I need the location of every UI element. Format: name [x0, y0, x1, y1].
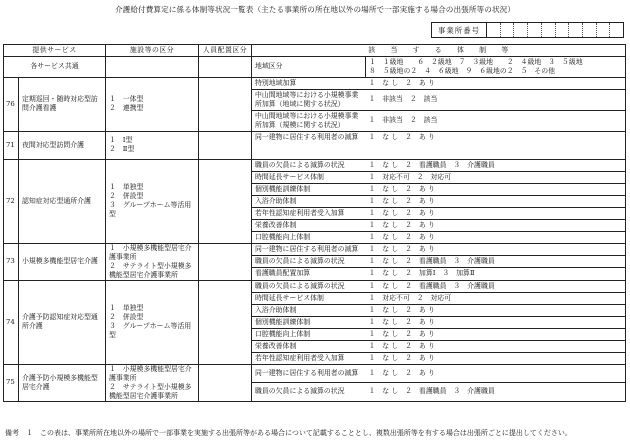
option-cell[interactable] — [366, 57, 626, 78]
option-cell[interactable]: １ な し ２ あ り — [366, 131, 626, 159]
option-cell[interactable]: １ な し ２ あ り — [366, 340, 626, 352]
option-cell[interactable]: １ な し ２ 看護職員 ３ 介護職員 — [366, 159, 626, 171]
service-name: 夜間対応型訪問介護 — [19, 131, 106, 159]
staff-cell — [199, 280, 252, 364]
option-cell[interactable]: １ な し ２ あ り — [366, 231, 626, 243]
item-label: 口腔機能向上体制 — [252, 231, 366, 243]
item-label: 栄養改善体制 — [252, 340, 366, 352]
item-label: 個別機能訓練体制 — [252, 316, 366, 328]
service-name: 認知症対応型通所介護 — [19, 159, 106, 243]
option-cell[interactable]: １ な し ２ あ り — [366, 207, 626, 219]
item-label: 職員の欠員による減算の状況 — [252, 383, 366, 401]
staff-cell — [199, 159, 252, 243]
office-number-digit[interactable] — [501, 23, 515, 37]
staff-cell — [199, 57, 252, 78]
header-row — [4, 45, 626, 57]
item-label: 職員の欠員による減算の状況 — [252, 256, 366, 268]
facility-list — [106, 159, 199, 243]
option-line: １ １級地 ６ ２級地 ７ ３級地 ２ ４級地 ３ ５級地 — [369, 58, 583, 66]
option-cell[interactable]: １ な し ２ 看護職員 ３ 介護職員 — [366, 256, 626, 268]
option-cell[interactable]: １ な し ２ あ り — [366, 219, 626, 231]
office-number-digit[interactable] — [514, 23, 528, 37]
page-title: 介護給付費算定に係る体制等状況一覧表（主たる事業所の所在地以外の場所で一部実施する場合の出張所等の状況） — [114, 5, 516, 14]
office-number-digit[interactable] — [542, 23, 556, 37]
office-number-label: 事業所番号 — [432, 23, 487, 37]
facility-option: ２ サテライト型小規模多機能型居宅介護事業所 — [109, 382, 192, 400]
option-cell[interactable]: １ な し ２ 看護職員 ３ 介護職員 — [366, 280, 626, 292]
office-number-digit[interactable] — [487, 23, 501, 37]
option-cell[interactable]: １ な し ２ 加算Ⅰ ３ 加算Ⅱ — [366, 268, 626, 280]
option-cell[interactable]: １ な し ２ あ り — [366, 243, 626, 255]
header-staff: 人員配置区分 — [199, 45, 252, 57]
item-label: 職員の欠員による減算の状況 — [252, 159, 366, 171]
option-cell[interactable]: １ な し ２ あ り — [366, 352, 626, 364]
facility-option: ２ 連携型 — [109, 104, 144, 113]
item-label: 同一建物に居住する利用者の減算 — [252, 131, 366, 159]
item-label: 中山間地域等における小規模事業所加算（規模に関する状況） — [252, 110, 366, 131]
office-number-box — [431, 22, 624, 38]
option-cell[interactable]: １ な し ２ あ り — [366, 364, 626, 382]
service-code: 75 — [4, 364, 19, 401]
item-label: 入浴介助体制 — [252, 304, 366, 316]
facility-list — [106, 280, 199, 364]
facility-option: ２ サテライト型小規模多機能型居宅介護事業所 — [109, 261, 192, 279]
status-table — [3, 44, 626, 402]
table-row — [4, 57, 626, 78]
facility-cell — [106, 57, 199, 78]
option-cell[interactable]: １ な し ２ あ り — [366, 183, 626, 195]
item-label: 入浴介助体制 — [252, 195, 366, 207]
staff-cell — [199, 131, 252, 159]
staff-cell — [199, 77, 252, 131]
service-name: 介護予防認知症対応型通所介護 — [19, 280, 106, 364]
table-row — [4, 77, 626, 89]
service-code: 73 — [4, 243, 19, 280]
item-label: 同一建物に居住する利用者の減算 — [252, 243, 366, 255]
facility-option: １ 小規模多機能型居宅介護事業所 — [109, 364, 192, 382]
facility-option: ２ Ⅱ型 — [109, 145, 135, 154]
header-facility: 施設等の区分 — [106, 45, 199, 57]
facility-option: １ Ⅰ型 — [109, 136, 133, 145]
item-label: 地域区分 — [252, 57, 366, 78]
option-cell[interactable]: １ な し ２ あ り — [366, 328, 626, 340]
service-code: 74 — [4, 280, 19, 364]
office-number-digit[interactable] — [569, 23, 583, 37]
item-label: 若年性認知症利用者受入加算 — [252, 207, 366, 219]
service-code: 72 — [4, 159, 19, 243]
table-row — [4, 364, 626, 382]
service-name: 各サービス共通 — [4, 57, 106, 78]
office-number-digit[interactable] — [597, 23, 611, 37]
facility-list — [106, 77, 199, 131]
office-number-digit[interactable] — [610, 23, 623, 37]
service-code: 76 — [4, 77, 19, 131]
item-label: 中山間地域等における小規模事業所加算（地域に関する状況） — [252, 89, 366, 110]
facility-option: １ 単独型 — [109, 183, 144, 192]
item-label: 同一建物に居住する利用者の減算 — [252, 364, 366, 382]
staff-cell — [199, 243, 252, 280]
item-label: 時間延長サービス体制 — [252, 171, 366, 183]
office-number-digit[interactable] — [556, 23, 570, 37]
item-label: 職員の欠員による減算の状況 — [252, 280, 366, 292]
table-row — [4, 280, 626, 292]
service-name: 定期巡回・随時対応型訪問介護看護 — [19, 77, 106, 131]
item-label: 栄養改善体制 — [252, 219, 366, 231]
option-cell[interactable]: １ な し ２ あ り — [366, 195, 626, 207]
option-cell[interactable]: １ 対応不可 ２ 対応可 — [366, 292, 626, 304]
office-number-digit[interactable] — [583, 23, 597, 37]
facility-list — [106, 243, 199, 280]
table-row — [4, 131, 626, 159]
table-row — [4, 159, 626, 171]
staff-cell — [199, 364, 252, 401]
option-cell[interactable]: １ な し ２ 看護職員 ３ 介護職員 — [366, 383, 626, 401]
facility-option: ２ 併設型 — [109, 313, 144, 322]
facility-option: １ 単独型 — [109, 304, 144, 313]
facility-option: ２ 併設型 — [109, 192, 144, 201]
option-cell[interactable]: １ 非該当 ２ 該当 — [366, 89, 626, 110]
facility-option: ３ グループホーム等活用型 — [109, 322, 192, 340]
item-label: 看護職員配置加算 — [252, 268, 366, 280]
service-name: 小規模多機能型居宅介護 — [19, 243, 106, 280]
footnote: 備考 １ この表は、事業所所在地以外の場所で一部事業を実施する出張所等がある場合について記載することとし、複数出張所等を有する場合は出張所ごとに提出してください。 — [5, 429, 572, 437]
item-label: 特別地域加算 — [252, 77, 366, 89]
item-label: 時間延長サービス体制 — [252, 292, 366, 304]
facility-option: １ 一体型 — [109, 95, 144, 104]
facility-list — [106, 364, 199, 401]
option-cell[interactable]: １ 対応不可 ２ 対応可 — [366, 171, 626, 183]
office-number-digit[interactable] — [528, 23, 542, 37]
option-cell[interactable]: １ 非該当 ２ 該当 — [366, 110, 626, 131]
option-cell[interactable]: １ な し ２ あ り — [366, 304, 626, 316]
item-label: 口腔機能向上体制 — [252, 328, 366, 340]
header-taisei: 該 当 す る 体 制 等 — [252, 45, 626, 57]
facility-option: ３ グループホーム等活用型 — [109, 201, 192, 219]
service-name: 介護予防小規模多機能型居宅介護 — [19, 364, 106, 401]
facility-option: １ 小規模多機能型居宅介護事業所 — [109, 243, 192, 261]
service-code: 71 — [4, 131, 19, 159]
table-row — [4, 243, 626, 255]
header-service: 提供サービス — [4, 45, 106, 57]
option-line: ８ ５級地の２ ４ ６級地 ９ ６級地の２ ５ その他 — [369, 66, 556, 75]
item-label: 個別機能訓練体制 — [252, 183, 366, 195]
item-label: 若年性認知症利用者受入加算 — [252, 352, 366, 364]
facility-list — [106, 131, 199, 159]
option-cell[interactable]: １ な し ２ あ り — [366, 316, 626, 328]
option-cell[interactable]: １ な し ２ あ り — [366, 77, 626, 89]
